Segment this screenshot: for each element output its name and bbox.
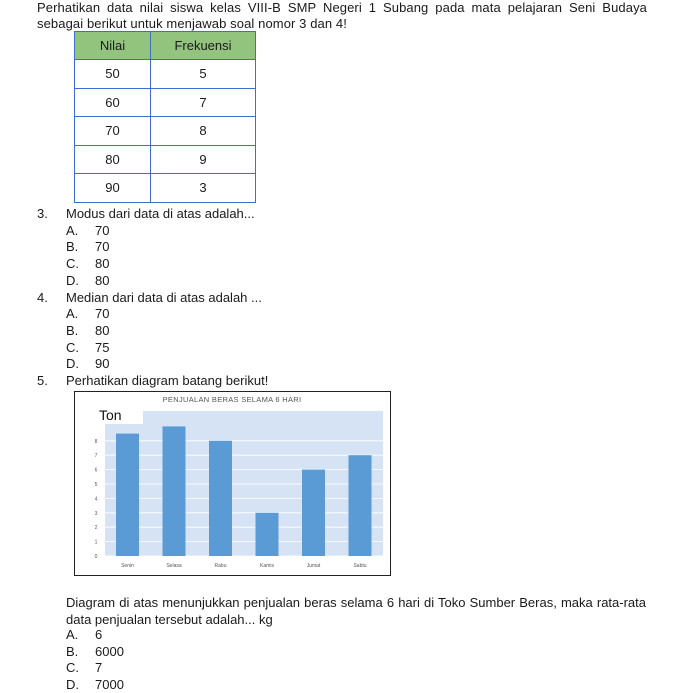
option-text: 80 (95, 273, 110, 288)
q5-option-a (66, 627, 102, 643)
x-tick-label: Jumat (306, 563, 321, 569)
option-text: 7 (95, 660, 103, 675)
question-4 (37, 290, 262, 306)
q5-option-d (66, 677, 124, 693)
bar-rabu (209, 441, 232, 556)
q3-option-c (66, 256, 109, 272)
cell-nilai: 50 (75, 60, 151, 89)
option-text: 7000 (95, 677, 124, 692)
q3-option-d (66, 273, 109, 289)
frequency-table (74, 31, 256, 203)
table-row (75, 60, 256, 89)
option-letter: C. (66, 340, 79, 355)
bar-sabtu (349, 455, 372, 556)
cell-nilai: 70 (75, 117, 151, 146)
cell-nilai: 90 (75, 174, 151, 203)
question-number: 3. (37, 206, 48, 221)
y-tick-label: 0 (94, 554, 98, 560)
question-5-paragraph: Diagram di atas menunjukkan penjualan beras selama 6 hari di Toko Sumber Beras, maka rata-rata data penjualan tersebut adalah... kg (66, 595, 646, 627)
option-text: 80 (95, 323, 110, 338)
option-letter: D. (66, 677, 79, 692)
table-row (75, 117, 256, 146)
y-tick-label: 1 (94, 539, 98, 546)
y-tick-label: 4 (94, 496, 98, 503)
option-letter: D. (66, 273, 79, 288)
q3-option-a (66, 223, 109, 239)
cell-frekuensi: 9 (151, 145, 256, 174)
option-letter: B. (66, 239, 79, 254)
x-tick-labels (121, 563, 367, 569)
cell-frekuensi: 8 (151, 117, 256, 146)
option-letter: B. (66, 323, 79, 338)
y-axis-label: Ton (99, 407, 122, 423)
question-text: Median dari data di atas adalah ... (66, 290, 262, 305)
x-tick-label: Selasa (166, 563, 182, 569)
y-tick-label: 8 (94, 438, 98, 445)
option-letter: D. (66, 356, 79, 371)
option-text: 75 (95, 340, 110, 355)
option-letter: B. (66, 644, 79, 659)
option-text: 70 (95, 306, 110, 321)
x-tick-label: Rabu (214, 563, 227, 569)
q4-option-a (66, 306, 109, 322)
table-row (75, 145, 256, 174)
bar-chart (74, 391, 391, 576)
bar-jumat (302, 470, 325, 556)
y-tick-labels (95, 439, 98, 560)
option-text: 90 (95, 356, 110, 371)
x-tick-label: Senin (121, 563, 134, 569)
option-letter: C. (66, 660, 79, 675)
question-3 (37, 206, 255, 222)
option-text: 6 (95, 627, 103, 642)
x-tick-label: Sabtu (353, 563, 367, 569)
question-number: 5. (37, 373, 48, 388)
chart-svg (75, 392, 389, 574)
y-tick-label: 5 (94, 482, 98, 488)
y-tick-label: 3 (94, 510, 98, 517)
q5-option-c (66, 660, 102, 676)
chart-title: PENJUALAN BERAS SELAMA 6 HARI (162, 395, 302, 404)
bar-kamis (256, 513, 279, 556)
y-tick-label: 7 (94, 453, 98, 460)
question-text: Modus dari data di atas adalah... (66, 206, 255, 221)
option-text: 6000 (95, 644, 124, 659)
q4-option-b (66, 323, 109, 339)
plot-area (105, 411, 383, 556)
bar-selasa (163, 426, 186, 556)
y-tick-label: 6 (94, 467, 98, 474)
option-letter: A. (66, 223, 79, 238)
header-nilai: Nilai (75, 32, 151, 60)
option-letter: A. (66, 306, 79, 321)
intro-text: Perhatikan data nilai siswa kelas VIII-B SMP Negeri 1 Subang pada mata pelajaran Seni Budaya sebagai berikut untuk menjawab soal nomor 3 dan 4! (37, 0, 647, 31)
table-row (75, 88, 256, 117)
option-text: 80 (95, 256, 110, 271)
cell-frekuensi: 3 (151, 174, 256, 203)
q5-option-b (66, 644, 124, 660)
q3-option-b (66, 239, 109, 255)
option-text: 70 (95, 223, 110, 238)
option-letter: A. (66, 627, 79, 642)
question-text: Perhatikan diagram batang berikut! (66, 373, 269, 388)
q4-option-d (66, 356, 109, 372)
question-5 (37, 373, 268, 389)
cell-nilai: 80 (75, 145, 151, 174)
option-letter: C. (66, 256, 79, 271)
bar-senin (116, 434, 139, 556)
header-frekuensi: Frekuensi (151, 32, 256, 60)
option-text: 70 (95, 239, 110, 254)
q4-option-c (66, 340, 109, 356)
cell-frekuensi: 7 (151, 88, 256, 117)
cell-nilai: 60 (75, 88, 151, 117)
y-tick-label: 2 (94, 525, 98, 532)
table-row (75, 174, 256, 203)
table-header-row (75, 32, 256, 60)
cell-frekuensi: 5 (151, 60, 256, 89)
x-tick-label: Kamis (260, 563, 274, 569)
question-number: 4. (37, 290, 48, 305)
